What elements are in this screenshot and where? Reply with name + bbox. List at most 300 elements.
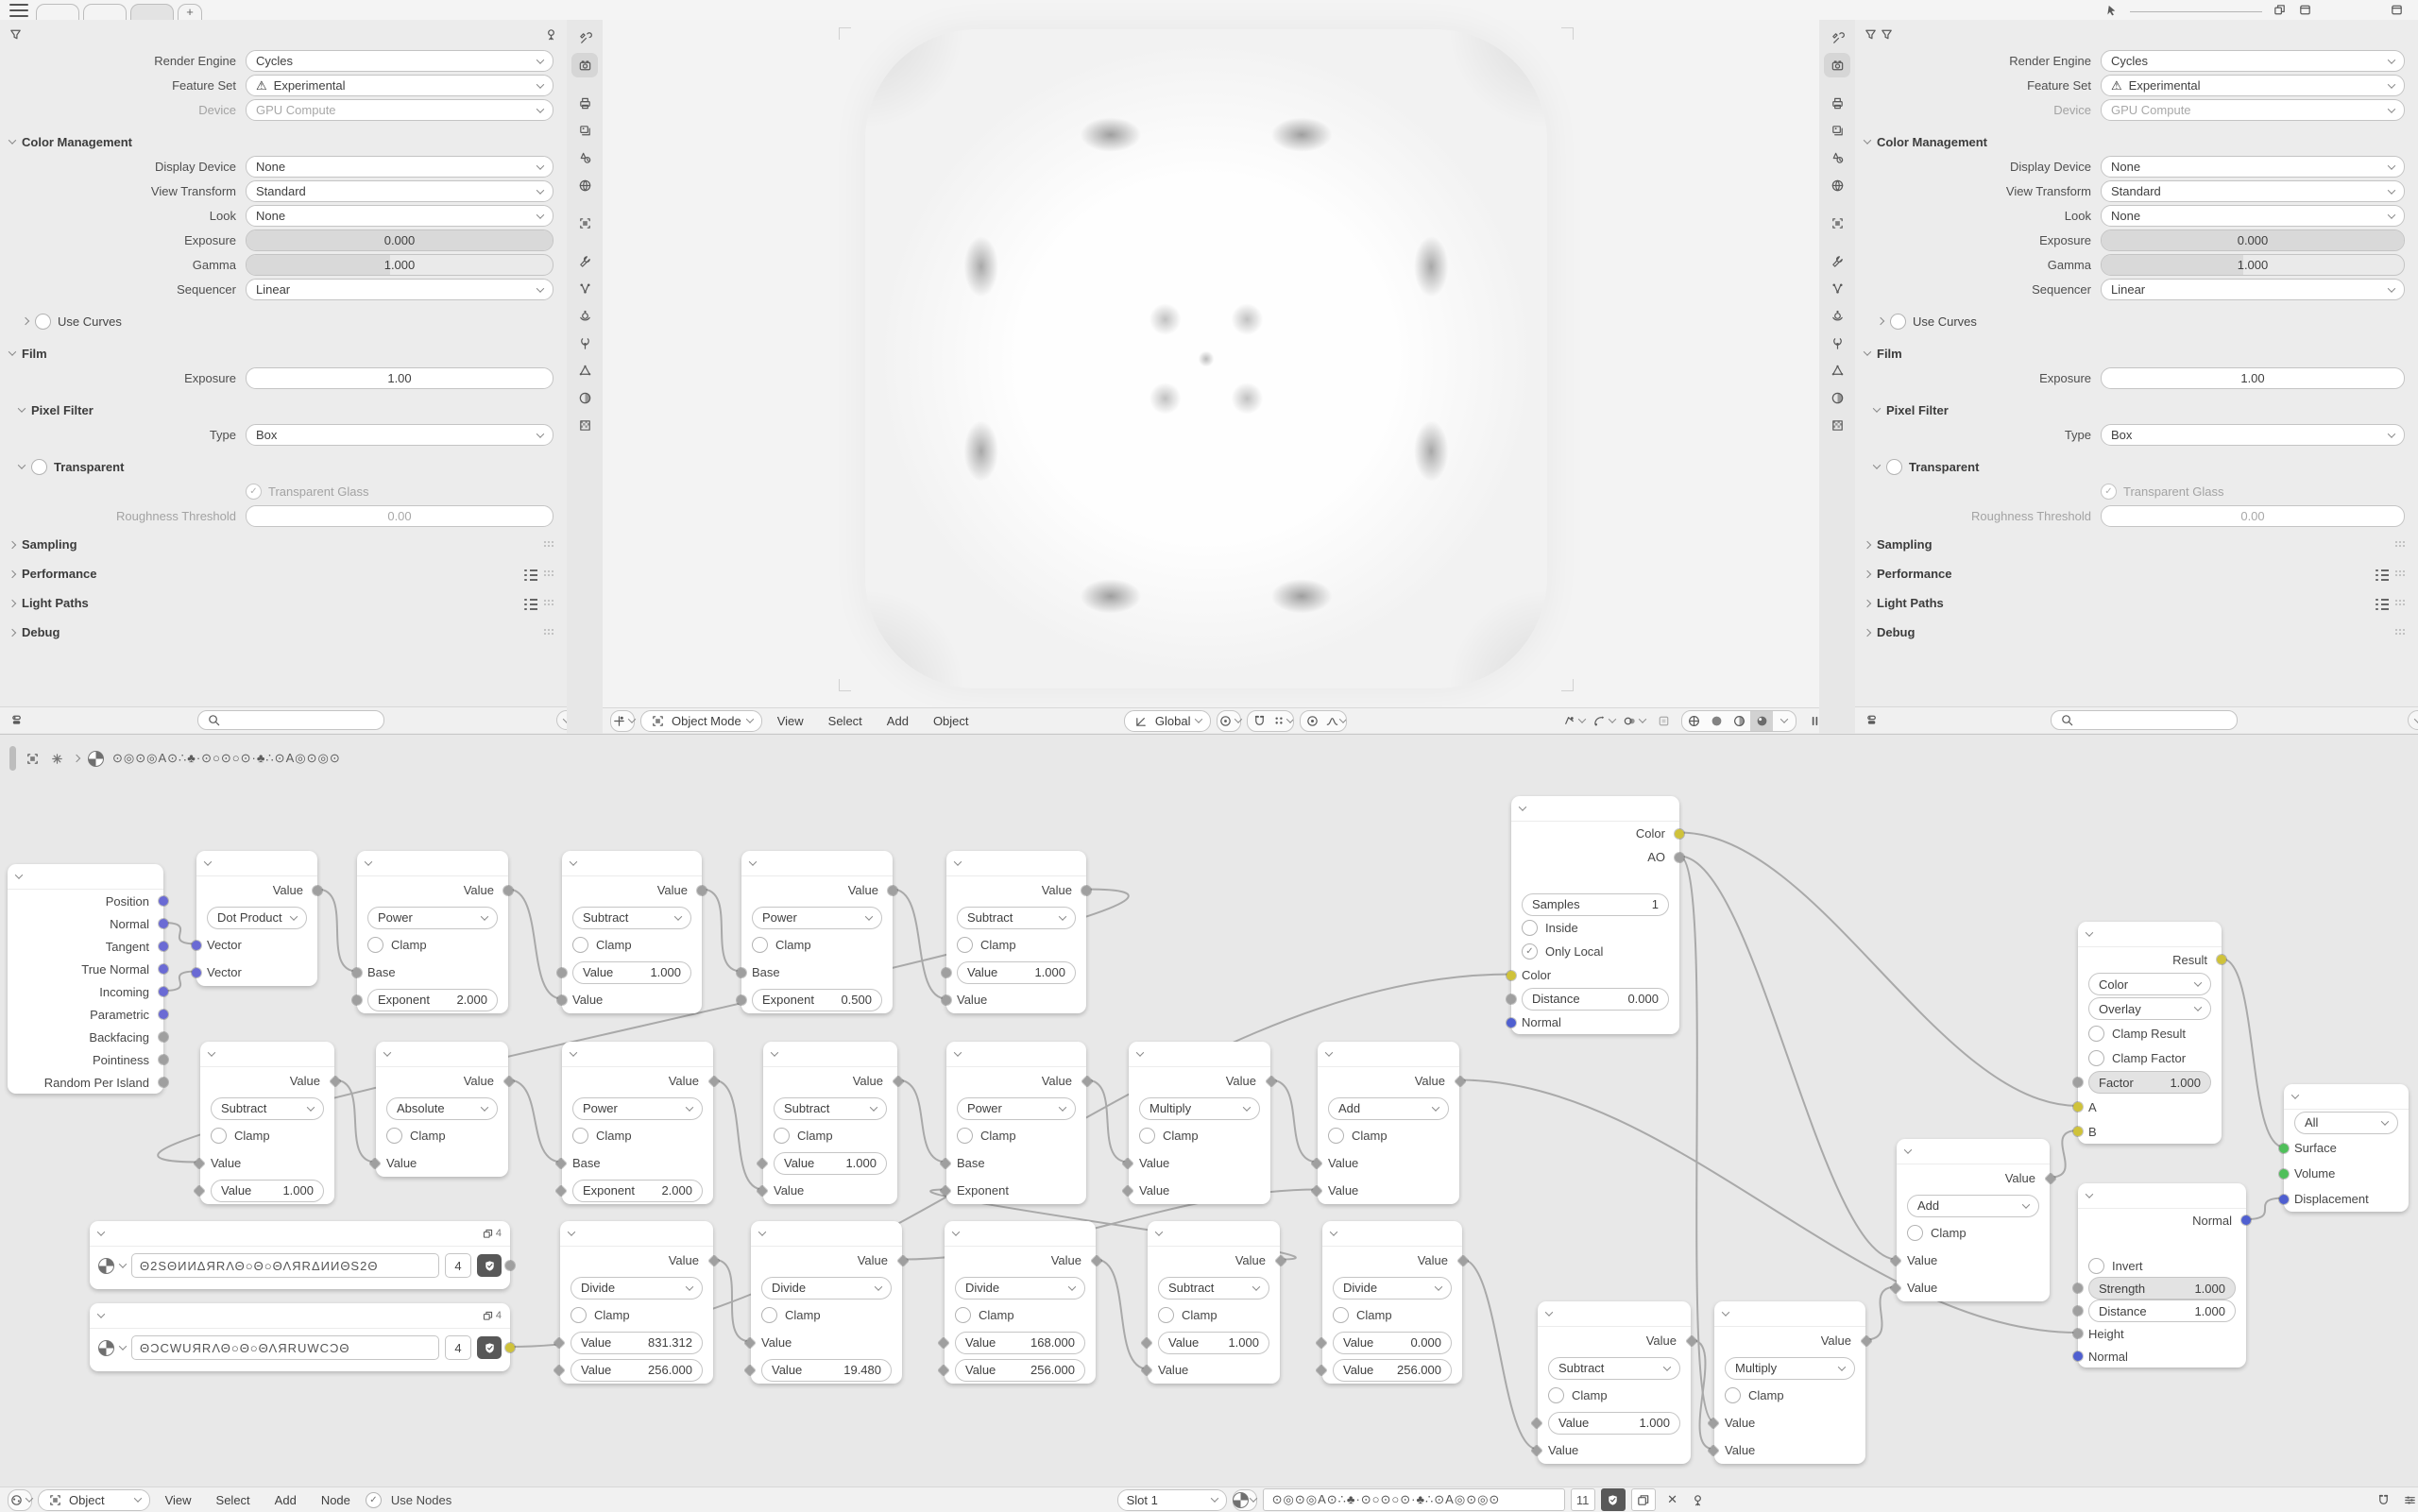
- section-debug[interactable]: Debug: [1855, 620, 2418, 645]
- fake-user-shield-icon[interactable]: [1601, 1488, 1626, 1511]
- checkbox-clamp[interactable]: [1328, 1128, 1344, 1144]
- properties-tab-constraints[interactable]: [1824, 331, 1850, 355]
- output-socket-value[interactable]: [1091, 1255, 1101, 1266]
- menu-node[interactable]: Node: [320, 1492, 350, 1507]
- dropdown-sequencer[interactable]: Linear: [2101, 279, 2405, 300]
- node-field-value[interactable]: Value 256.000: [570, 1359, 703, 1382]
- properties-tab-output[interactable]: [571, 91, 598, 115]
- input-socket-color[interactable]: [1507, 971, 1516, 980]
- copy-icon[interactable]: [2272, 2, 2288, 18]
- output-socket-value[interactable]: [313, 886, 322, 895]
- checkbox-clamp[interactable]: [386, 1128, 402, 1144]
- dropdown-device[interactable]: GPU Compute: [2101, 99, 2405, 121]
- node-collapse-chevron[interactable]: [200, 1042, 334, 1067]
- scrollbar-nub[interactable]: [9, 746, 16, 771]
- checkbox-clamp[interactable]: [761, 1307, 777, 1323]
- output-socket-value[interactable]: [897, 1255, 908, 1266]
- node-div2[interactable]: [751, 1221, 902, 1384]
- node-collapse-chevron[interactable]: [1897, 1139, 2050, 1164]
- input-socket-value[interactable]: [369, 1158, 380, 1168]
- menu-add[interactable]: Add: [886, 713, 909, 728]
- node-dropdown-divide[interactable]: Divide: [570, 1277, 703, 1300]
- node-dropdown-power[interactable]: Power: [957, 1097, 1076, 1120]
- properties-tab-texture[interactable]: [1824, 413, 1850, 437]
- menu-add[interactable]: Add: [274, 1492, 297, 1507]
- preset-list-icon[interactable]: [2375, 598, 2389, 609]
- node-dropdown-all[interactable]: All: [2294, 1112, 2398, 1134]
- node-collapse-chevron[interactable]: [1148, 1221, 1280, 1247]
- gizmos-dropdown[interactable]: [1591, 710, 1615, 732]
- slider-exposure[interactable]: 0.000: [2101, 229, 2405, 251]
- node-collapse-chevron[interactable]: [1318, 1042, 1459, 1067]
- output-socket-pointiness[interactable]: [159, 1055, 168, 1064]
- node-collapse-chevron[interactable]: [562, 1042, 713, 1067]
- output-socket-value[interactable]: [1266, 1076, 1276, 1086]
- shader-node-editor[interactable]: [0, 734, 2418, 1512]
- image-users-count[interactable]: 4: [445, 1253, 471, 1278]
- output-socket-value[interactable]: [330, 1076, 340, 1086]
- input-socket-normal[interactable]: [2073, 1351, 2083, 1361]
- properties-tab-object-data[interactable]: [1824, 358, 1850, 382]
- input-socket-value[interactable]: [553, 1337, 564, 1348]
- input-socket-value[interactable]: [938, 1365, 948, 1375]
- properties-tab-render[interactable]: [571, 53, 598, 77]
- snap-mode-icon[interactable]: [1271, 713, 1287, 729]
- properties-tab-object-data[interactable]: [571, 358, 598, 382]
- node-sub4[interactable]: [763, 1042, 897, 1204]
- section-sampling[interactable]: Sampling: [0, 532, 567, 557]
- properties-tab-particles[interactable]: [1824, 276, 1850, 300]
- output-socket[interactable]: [505, 1343, 515, 1352]
- section-debug[interactable]: Debug: [0, 620, 567, 645]
- node-field-distance[interactable]: Distance 1.000: [2088, 1300, 2236, 1322]
- filter-icon[interactable]: [1879, 26, 1895, 42]
- material-name-field[interactable]: ⊙◎⊙◎A⊙∴♣·⊙○⊙○⊙·♣∴⊙A◎⊙◎⊙: [1263, 1488, 1565, 1511]
- node-field-samples[interactable]: Samples 1: [1522, 893, 1669, 916]
- node-collapse-chevron[interactable]: [741, 851, 893, 876]
- properties-tab-material[interactable]: [1824, 385, 1850, 410]
- input-socket-exponent[interactable]: [352, 995, 362, 1005]
- dropdown-look[interactable]: None: [2101, 205, 2405, 227]
- node-collapse-chevron[interactable]: [2284, 1084, 2409, 1110]
- node-collapse-chevron[interactable]: [562, 851, 702, 876]
- xray-toggle[interactable]: [1651, 710, 1676, 732]
- node-collapse-chevron[interactable]: [1714, 1301, 1865, 1327]
- output-socket-tangent[interactable]: [159, 942, 168, 951]
- input-socket-value[interactable]: [938, 1337, 948, 1348]
- section-light-paths[interactable]: Light Paths: [0, 590, 567, 616]
- node-dropdown-divide[interactable]: Divide: [955, 1277, 1085, 1300]
- proportional-edit-icon[interactable]: [1304, 713, 1320, 729]
- section-sampling[interactable]: Sampling: [1855, 532, 2418, 557]
- node-pow2[interactable]: [741, 851, 893, 1013]
- node-field-factor[interactable]: Factor 1.000: [2088, 1071, 2211, 1094]
- image-users-count[interactable]: 4: [445, 1335, 471, 1360]
- node-dropdown-subtract[interactable]: Subtract: [572, 907, 691, 929]
- checkbox-clamp[interactable]: [1158, 1307, 1174, 1323]
- node-pow3[interactable]: [562, 1042, 713, 1204]
- checkbox-clamp[interactable]: [1333, 1307, 1349, 1323]
- slot-dropdown[interactable]: [1117, 1489, 1227, 1511]
- node-field-value[interactable]: Value 256.000: [955, 1359, 1085, 1382]
- dropdown-feature-set[interactable]: ⚠ Experimental: [2101, 75, 2405, 96]
- drag-dots-icon[interactable]: [544, 570, 555, 578]
- section-pixel-filter[interactable]: Pixel Filter: [1855, 398, 2418, 422]
- node-collapse-chevron[interactable]: [357, 851, 508, 876]
- options-button[interactable]: [556, 710, 567, 730]
- node-dot[interactable]: [196, 851, 317, 986]
- node-abs1[interactable]: [376, 1042, 508, 1177]
- node-collapse-chevron[interactable]: [560, 1221, 713, 1247]
- shading-material-button[interactable]: [1728, 711, 1750, 731]
- node-collapse-chevron[interactable]: [8, 864, 163, 890]
- node-field-strength[interactable]: Strength 1.000: [2088, 1277, 2236, 1300]
- output-socket-normal[interactable]: [159, 919, 168, 928]
- input-socket-base[interactable]: [352, 968, 362, 977]
- input-socket-base[interactable]: [737, 968, 746, 977]
- viewport-3d[interactable]: [603, 20, 1819, 733]
- add-workspace-button[interactable]: +: [178, 4, 202, 20]
- node-collapse-chevron[interactable]: [1322, 1221, 1462, 1247]
- output-socket-result[interactable]: [2217, 955, 2226, 964]
- properties-tab-world[interactable]: [571, 173, 598, 197]
- node-field-value[interactable]: Value 0.000: [1333, 1332, 1452, 1354]
- output-socket-value[interactable]: [708, 1255, 719, 1266]
- overlays-dropdown[interactable]: [1621, 710, 1645, 732]
- node-collapse-chevron[interactable]: [2078, 1183, 2246, 1209]
- snap-magnet-icon[interactable]: [2371, 1489, 2395, 1511]
- node-dropdown-divide[interactable]: Divide: [761, 1277, 892, 1300]
- fake-user-shield-icon[interactable]: [477, 1254, 502, 1277]
- input-socket-value[interactable]: [1708, 1418, 1718, 1428]
- properties-tab-view-layer[interactable]: [571, 118, 598, 143]
- node-collapse-chevron[interactable]: [1129, 1042, 1270, 1067]
- properties-tab-view-layer[interactable]: [1824, 118, 1850, 143]
- node-dropdown-subtract[interactable]: Subtract: [1158, 1277, 1269, 1300]
- workspace-tab-3[interactable]: [130, 4, 174, 20]
- node-out[interactable]: [2284, 1084, 2409, 1212]
- snapping-controls[interactable]: [1247, 710, 1294, 732]
- menu-view[interactable]: View: [164, 1492, 192, 1507]
- output-socket-value[interactable]: [893, 1076, 903, 1086]
- output-socket-normal[interactable]: [2241, 1215, 2251, 1225]
- material-browse-dropdown[interactable]: [1233, 1489, 1257, 1511]
- section-color-management[interactable]: Color Management: [1855, 129, 2418, 154]
- input-socket-value[interactable]: [744, 1337, 755, 1348]
- input-socket-value[interactable]: [1311, 1158, 1321, 1168]
- output-socket-backfacing[interactable]: [159, 1032, 168, 1042]
- checkbox-clamp[interactable]: [955, 1307, 971, 1323]
- node-field-value[interactable]: Value 1.000: [1158, 1332, 1269, 1354]
- input-socket-value[interactable]: [1122, 1185, 1132, 1196]
- output-socket-random per island[interactable]: [159, 1078, 168, 1087]
- node-collapse-chevron[interactable]: [1538, 1301, 1691, 1327]
- output-socket-value[interactable]: [503, 1076, 514, 1086]
- checkbox-clamp[interactable]: [1548, 1387, 1564, 1403]
- section-light-paths[interactable]: Light Paths: [1855, 590, 2418, 616]
- output-socket-value[interactable]: [888, 886, 897, 895]
- node-collapse-chevron[interactable]: [90, 1303, 510, 1329]
- drag-dots-icon[interactable]: [544, 600, 555, 607]
- node-div3[interactable]: [945, 1221, 1096, 1384]
- input-socket-base[interactable]: [555, 1158, 566, 1168]
- visibility-dropdown[interactable]: [1560, 710, 1585, 732]
- drag-dots-icon[interactable]: [2395, 570, 2407, 578]
- shading-options-dropdown[interactable]: [1773, 711, 1796, 731]
- node-dropdown-power[interactable]: Power: [572, 1097, 703, 1120]
- checkbox-clamp[interactable]: [957, 937, 973, 953]
- section-pixel-filter[interactable]: Pixel Filter: [0, 398, 567, 422]
- node-mix[interactable]: [2078, 922, 2222, 1144]
- input-socket-exponent[interactable]: [940, 1185, 950, 1196]
- mode-dropdown[interactable]: [640, 710, 762, 732]
- properties-tab-modifiers[interactable]: [1824, 248, 1850, 273]
- node-dropdown-color[interactable]: Color: [2088, 973, 2211, 995]
- node-sub5[interactable]: [1148, 1221, 1280, 1384]
- input-socket-exponent[interactable]: [737, 995, 746, 1005]
- input-socket-a[interactable]: [2073, 1102, 2083, 1112]
- properties-tab-physics[interactable]: [1824, 303, 1850, 328]
- node-collapse-chevron[interactable]: [2078, 922, 2222, 947]
- output-socket-value[interactable]: [1861, 1335, 1871, 1346]
- dropdown-type[interactable]: Box: [2101, 424, 2405, 446]
- node-collapse-chevron[interactable]: [763, 1042, 897, 1067]
- output-socket-value[interactable]: [1455, 1076, 1465, 1086]
- output-socket-value[interactable]: [2045, 1173, 2055, 1183]
- output-socket-color[interactable]: [1675, 829, 1684, 839]
- dropdown-display-device[interactable]: None: [2101, 156, 2405, 178]
- drag-dots-icon[interactable]: [2395, 629, 2407, 637]
- search-input[interactable]: [2051, 710, 2238, 730]
- display-filter-icon[interactable]: [9, 712, 26, 728]
- properties-tab-tool[interactable]: [1824, 25, 1850, 50]
- input-socket-displacement[interactable]: [2279, 1195, 2289, 1204]
- node-collapse-chevron[interactable]: [196, 851, 317, 876]
- proportional-editing-controls[interactable]: [1300, 710, 1347, 732]
- node-sub2[interactable]: [946, 851, 1086, 1013]
- input-socket-value[interactable]: [942, 968, 951, 977]
- input-socket-value[interactable]: [1122, 1158, 1132, 1168]
- slider-exposure[interactable]: 0.000: [246, 229, 553, 251]
- image-name-field[interactable]: Θ2SΘИИΔЯRΛΘ○Θ○ΘΛЯRΔИИΘS2Θ: [131, 1253, 439, 1278]
- node-collapse-chevron[interactable]: [946, 1042, 1086, 1067]
- output-socket-value[interactable]: [503, 886, 513, 895]
- section-color-management[interactable]: Color Management: [0, 129, 567, 154]
- section-performance[interactable]: Performance: [1855, 561, 2418, 586]
- output-socket-value[interactable]: [708, 1076, 719, 1086]
- checkbox-inside[interactable]: [1522, 920, 1538, 936]
- properties-tab-object[interactable]: [1824, 211, 1850, 235]
- dropdown-view-transform[interactable]: Standard: [246, 180, 553, 202]
- input-socket-value[interactable]: [1890, 1255, 1900, 1266]
- main-menu-icon[interactable]: [9, 4, 28, 17]
- output-socket-value[interactable]: [1686, 1335, 1696, 1346]
- node-pow4[interactable]: [946, 1042, 1086, 1204]
- section-use-curves[interactable]: Use Curves: [1855, 309, 2418, 333]
- node-dropdown-multiply[interactable]: Multiply: [1139, 1097, 1260, 1120]
- input-socket-value[interactable]: [1141, 1365, 1151, 1375]
- node-bump[interactable]: [2078, 1183, 2246, 1368]
- input-socket-value[interactable]: [194, 1185, 204, 1196]
- checkbox-clamp[interactable]: [1139, 1128, 1155, 1144]
- properties-tab-world[interactable]: [1824, 173, 1850, 197]
- drag-dots-icon[interactable]: [2395, 600, 2407, 607]
- drag-dots-icon[interactable]: [544, 541, 555, 549]
- input-socket-volume[interactable]: [2279, 1169, 2289, 1179]
- input-socket-value[interactable]: [1708, 1445, 1718, 1455]
- node-dropdown-dot-product[interactable]: Dot Product: [207, 907, 307, 929]
- section-transparent[interactable]: Transparent: [0, 454, 567, 479]
- checkbox-clamp[interactable]: [774, 1128, 790, 1144]
- checkbox-transparent-glass[interactable]: ✓: [2101, 484, 2117, 500]
- checkbox-clamp-result[interactable]: [2088, 1026, 2104, 1042]
- input-socket-value[interactable]: [1890, 1283, 1900, 1293]
- output-socket-ao[interactable]: [1675, 853, 1684, 862]
- input-socket-exponent[interactable]: [555, 1185, 566, 1196]
- node-dropdown-power[interactable]: Power: [367, 907, 498, 929]
- node-field-value[interactable]: Value 168.000: [955, 1332, 1085, 1354]
- display-filter-icon[interactable]: [1865, 712, 1881, 728]
- output-socket-value[interactable]: [1081, 886, 1091, 895]
- dropdown-device[interactable]: GPU Compute: [246, 99, 553, 121]
- dropdown-display-device[interactable]: None: [246, 156, 553, 178]
- field-roughness-threshold[interactable]: 0.00: [246, 505, 553, 527]
- node-mul1[interactable]: [1129, 1042, 1270, 1204]
- properties-editor-icon[interactable]: [8, 26, 24, 42]
- checkbox-transparent-glass[interactable]: ✓: [246, 484, 262, 500]
- menu-object[interactable]: Object: [932, 713, 969, 728]
- window-icon[interactable]: [2297, 2, 2313, 18]
- input-socket-distance[interactable]: [1507, 994, 1516, 1004]
- node-geo[interactable]: [8, 864, 163, 1094]
- node-field-exponent[interactable]: Exponent 2.000: [367, 989, 498, 1011]
- output-socket-true normal[interactable]: [159, 964, 168, 974]
- node-field-value[interactable]: Value 1.000: [572, 961, 691, 984]
- image-icon[interactable]: [98, 1258, 114, 1274]
- output-socket-incoming[interactable]: [159, 987, 168, 996]
- node-field-value[interactable]: Value 1.000: [957, 961, 1076, 984]
- section-use-curves[interactable]: Use Curves: [0, 309, 567, 333]
- falloff-icon[interactable]: [1324, 713, 1340, 729]
- node-ao[interactable]: [1511, 796, 1679, 1034]
- node-collapse-chevron[interactable]: [946, 851, 1086, 876]
- snap-magnet-icon[interactable]: [1252, 713, 1268, 729]
- input-socket-value[interactable]: [557, 968, 567, 977]
- checkbox-clamp[interactable]: [570, 1307, 587, 1323]
- node-sub1[interactable]: [562, 851, 702, 1013]
- node-dropdown-add[interactable]: Add: [1328, 1097, 1449, 1120]
- node-collapse-chevron[interactable]: [376, 1042, 508, 1067]
- input-socket-normal[interactable]: [1507, 1018, 1516, 1028]
- section-film[interactable]: Film: [1855, 341, 2418, 365]
- input-socket-strength[interactable]: [2073, 1283, 2083, 1293]
- node-collapse-chevron[interactable]: [751, 1221, 902, 1247]
- node-dropdown-power[interactable]: Power: [752, 907, 882, 929]
- checkbox-clamp[interactable]: [572, 1128, 588, 1144]
- checkbox-clamp[interactable]: [367, 937, 383, 953]
- output-socket[interactable]: [505, 1261, 515, 1270]
- input-socket-value[interactable]: [557, 995, 567, 1005]
- editor-options-icon[interactable]: [2401, 1489, 2418, 1511]
- pin-icon[interactable]: [1690, 1492, 1706, 1508]
- checkbox-clamp[interactable]: [752, 937, 768, 953]
- dropdown-type[interactable]: Box: [246, 424, 553, 446]
- node-dropdown-add[interactable]: Add: [1907, 1195, 2039, 1217]
- output-socket-value[interactable]: [1081, 1076, 1092, 1086]
- dropdown-sequencer[interactable]: Linear: [246, 279, 553, 300]
- node-field-exponent[interactable]: Exponent 0.500: [752, 989, 882, 1011]
- node-field-value[interactable]: Value 831.312: [570, 1332, 703, 1354]
- properties-tab-object[interactable]: [571, 211, 598, 235]
- input-socket-surface[interactable]: [2279, 1144, 2289, 1153]
- input-socket-value[interactable]: [1316, 1365, 1326, 1375]
- input-socket-b[interactable]: [2073, 1127, 2083, 1136]
- properties-tab-scene[interactable]: [571, 145, 598, 170]
- input-socket-base[interactable]: [940, 1158, 950, 1168]
- slider-gamma[interactable]: 1.000: [246, 254, 553, 276]
- input-socket-value[interactable]: [1316, 1337, 1326, 1348]
- properties-editor-icon[interactable]: [1863, 26, 1879, 42]
- node-tex2[interactable]: [90, 1303, 510, 1371]
- drag-dots-icon[interactable]: [544, 629, 555, 637]
- node-add1[interactable]: [1318, 1042, 1459, 1204]
- properties-tab-scene[interactable]: [1824, 145, 1850, 170]
- transform-orientation-dropdown[interactable]: [1124, 710, 1212, 732]
- output-socket-value[interactable]: [1457, 1255, 1468, 1266]
- properties-tab-constraints[interactable]: [571, 331, 598, 355]
- pin-icon[interactable]: [543, 26, 559, 42]
- node-tex1[interactable]: [90, 1221, 510, 1289]
- image-name-field[interactable]: ΘƆCWUЯRΛΘ○Θ○ΘΛЯRUWCƆΘ: [131, 1335, 439, 1360]
- menu-select[interactable]: Select: [827, 713, 862, 728]
- node-sub6[interactable]: [1538, 1301, 1691, 1464]
- dropdown-render-engine[interactable]: Cycles: [2101, 50, 2405, 72]
- properties-tab-physics[interactable]: [571, 303, 598, 328]
- workspace-tab-1[interactable]: [36, 4, 79, 20]
- drag-dots-icon[interactable]: [2395, 541, 2407, 549]
- node-dropdown-overlay[interactable]: Overlay: [2088, 997, 2211, 1020]
- node-dropdown-multiply[interactable]: Multiply: [1725, 1357, 1855, 1380]
- node-field-distance[interactable]: Distance 0.000: [1522, 988, 1669, 1011]
- node-collapse-chevron[interactable]: [90, 1221, 510, 1247]
- input-socket-value[interactable]: [1531, 1445, 1541, 1455]
- preset-list-icon[interactable]: [524, 598, 537, 609]
- section-film[interactable]: Film: [0, 341, 567, 365]
- preset-list-icon[interactable]: [2375, 569, 2389, 580]
- node-pow1[interactable]: [357, 851, 508, 1013]
- node-dropdown-subtract[interactable]: Subtract: [957, 907, 1076, 929]
- unlink-button[interactable]: ✕: [1667, 1492, 1678, 1506]
- field-exposure[interactable]: 1.00: [246, 367, 553, 389]
- section-performance[interactable]: Performance: [0, 561, 567, 586]
- menu-view[interactable]: View: [776, 713, 804, 728]
- checkbox-clamp[interactable]: [1907, 1225, 1923, 1241]
- menu-select[interactable]: Select: [215, 1492, 250, 1507]
- node-field-value[interactable]: Value 19.480: [761, 1359, 892, 1382]
- use-nodes-checkbox[interactable]: ✓: [366, 1492, 382, 1508]
- properties-tab-modifiers[interactable]: [571, 248, 598, 273]
- dropdown-render-engine[interactable]: Cycles: [246, 50, 553, 72]
- node-div4[interactable]: [1322, 1221, 1462, 1384]
- search-input[interactable]: [197, 710, 384, 730]
- input-socket-value[interactable]: [1311, 1185, 1321, 1196]
- dropdown-view-transform[interactable]: Standard: [2101, 180, 2405, 202]
- node-dropdown-subtract[interactable]: Subtract: [1548, 1357, 1680, 1380]
- shader-type-dropdown[interactable]: [38, 1489, 150, 1511]
- node-add2[interactable]: [1897, 1139, 2050, 1301]
- field-exposure[interactable]: 1.00: [2101, 367, 2405, 389]
- output-socket-value[interactable]: [697, 886, 707, 895]
